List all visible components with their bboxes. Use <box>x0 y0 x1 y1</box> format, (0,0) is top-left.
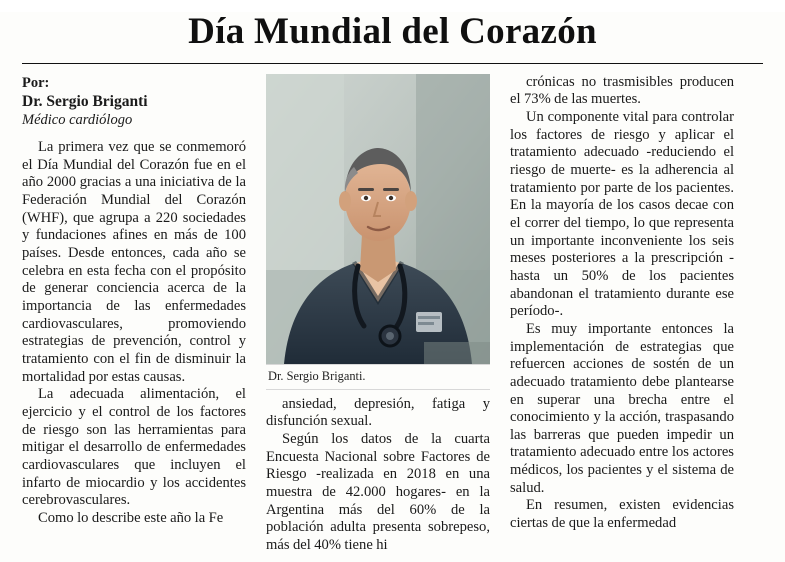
byline-author: Dr. Sergio Briganti <box>22 92 148 110</box>
newspaper-page <box>0 12 785 562</box>
byline-label: Por: <box>22 74 50 91</box>
column-left <box>22 74 246 528</box>
page-title: Día Mundial del Corazón <box>188 11 597 52</box>
paragraph: La adecuada alimentación, el ejercicio y el control de los factores de riesgo son las herramientas para mitigar el desarrollo de enfermedades cardiovasculares que incluyen el infarto de miocardio y los accidentes cerebrovasculares. <box>22 386 246 509</box>
article-columns <box>22 74 763 555</box>
paragraph: En resumen, existen evidencias ciertas de que la enfermedad <box>510 497 734 532</box>
paragraph: Un componente vital para controlar los factores de riesgo y aplicar el tratamiento adecuado -reduciendo el riesgo de muerte- es la adherencia al tratamiento por parte de los pacientes. En la mayoría de los casos decae con el correr del tiempo, lo que representa un importante inconveniente los seis meses posteriores a la prescripción -hasta un 50% de los pacientes abandonan el tratamiento durante ese período-. <box>510 109 734 320</box>
paragraph: Según los datos de la cuarta Encuesta Nacional sobre Factores de Riesgo -realizada en 2018 en una muestra de 42.000 hogares- en la Argentina más del 60% de la población adulta presenta sobrepeso, más del 40% tiene hi <box>266 431 490 553</box>
paragraph: crónicas no trasmisibles producen el 73% de las muertes. <box>510 73 734 108</box>
byline-role: Médico cardiólogo <box>22 112 133 129</box>
paragraph: ansiedad, depresión, fatiga y disfunción sexual. <box>266 395 490 430</box>
paragraph: Como lo describe este año la Fe <box>38 509 224 526</box>
column-right <box>510 74 734 533</box>
column-middle <box>266 74 490 555</box>
figure-caption: Dr. Sergio Briganti. <box>266 364 490 390</box>
paragraph: Es muy importante entonces la implementación de estrategias que refuercen acciones de sostén de un adecuado tratamiento debe plantearse en superar una brecha entre el conocimiento y la acción, traspasando las barreras que pueden impedir un tratamiento adecuado entre los actores médicos, los pacientes y el sistema de salud. <box>510 320 734 496</box>
paragraph: La primera vez que se conmemoró el Día Mundial del Corazón fue en el año 2000 gracias a una iniciativa de la Federación Mundial del Corazón (WHF), que agrupa a 220 sociedades y fundaciones afines en más de 100 países. Desde entonces, cada año se celebra en esta fecha con el propósito de generar conciencia acerca de la importancia de las enfermedades cardiovasculares, promoviendo estrategias de prevención, control y tratamiento con el fin de disminuir la mortalidad por estas causas. <box>22 139 246 385</box>
portrait-photo <box>266 74 490 364</box>
header-divider <box>22 63 763 64</box>
article-figure <box>266 74 490 390</box>
